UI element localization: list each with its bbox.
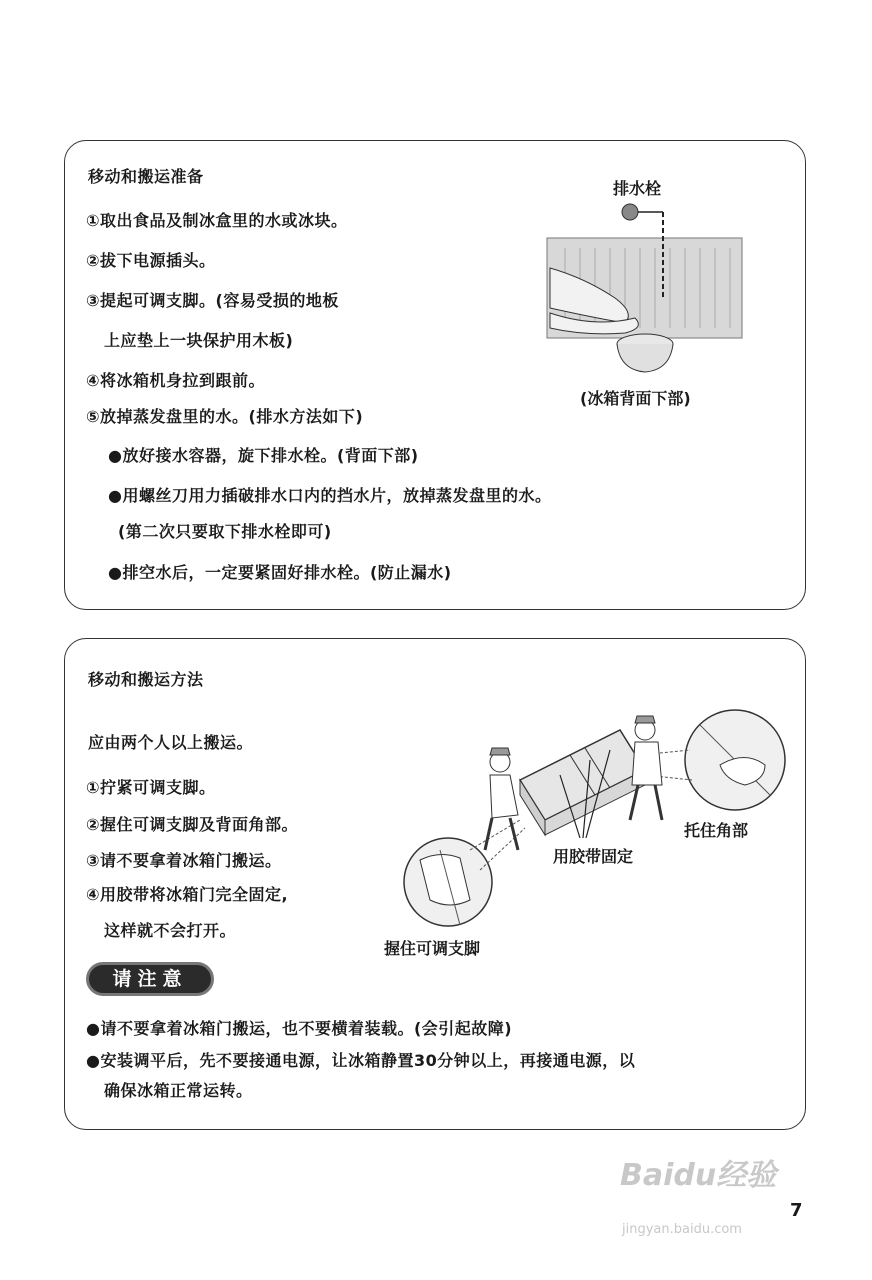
drain-plug-label: 排水栓	[613, 179, 662, 198]
prep-heading: 移动和搬运准备	[88, 167, 204, 186]
note-line: ●请不要拿着冰箱门搬运，也不要横着装载。(会引起故障)	[86, 1019, 513, 1038]
tape-label: 用胶带固定	[553, 847, 634, 866]
moving-step: ③请不要拿着冰箱门搬运。	[86, 851, 282, 870]
moving-heading: 移动和搬运方法	[88, 670, 204, 689]
prep-substep: (第二次只要取下排水栓即可)	[118, 522, 332, 541]
prep-step: ③提起可调支脚。(容易受损的地板	[86, 291, 339, 310]
prep-step: ⑤放掉蒸发盘里的水。(排水方法如下)	[86, 407, 364, 426]
foot-label: 握住可调支脚	[384, 939, 481, 958]
prep-step: ①取出食品及制冰盒里的水或冰块。	[86, 211, 348, 230]
moving-illustration	[400, 700, 790, 935]
note-line: ●安装调平后，先不要接通电源，让冰箱静置30分钟以上，再接通电源，以	[86, 1051, 636, 1070]
drain-image-caption: (冰箱背面下部)	[580, 389, 691, 408]
prep-substep: ●用螺丝刀用力插破排水口内的挡水片，放掉蒸发盘里的水。	[108, 486, 552, 505]
moving-step: ②握住可调支脚及背面角部。	[86, 815, 299, 834]
note-line: 确保冰箱正常运转。	[104, 1081, 253, 1100]
prep-step: ④将冰箱机身拉到跟前。	[86, 371, 266, 390]
watermark-url: jingyan.baidu.com	[622, 1222, 742, 1237]
baidu-watermark: Baidu经验	[620, 1158, 777, 1193]
notice-badge: 请注意	[86, 962, 214, 996]
prep-step: ②拔下电源插头。	[86, 251, 216, 270]
moving-intro: 应由两个人以上搬运。	[88, 733, 254, 752]
prep-substep: ●排空水后，一定要紧固好排水栓。(防止漏水)	[108, 563, 452, 582]
moving-step: ①拧紧可调支脚。	[86, 778, 216, 797]
prep-step: 上应垫上一块保护用木板)	[104, 331, 294, 350]
moving-step: ④用胶带将冰箱门完全固定,	[86, 885, 289, 904]
drain-illustration	[545, 198, 750, 380]
prep-substep: ●放好接水容器，旋下排水栓。(背面下部)	[108, 446, 419, 465]
page-number: 7	[790, 1200, 803, 1221]
moving-step: 这样就不会打开。	[104, 921, 237, 940]
corner-label: 托住角部	[684, 821, 749, 840]
